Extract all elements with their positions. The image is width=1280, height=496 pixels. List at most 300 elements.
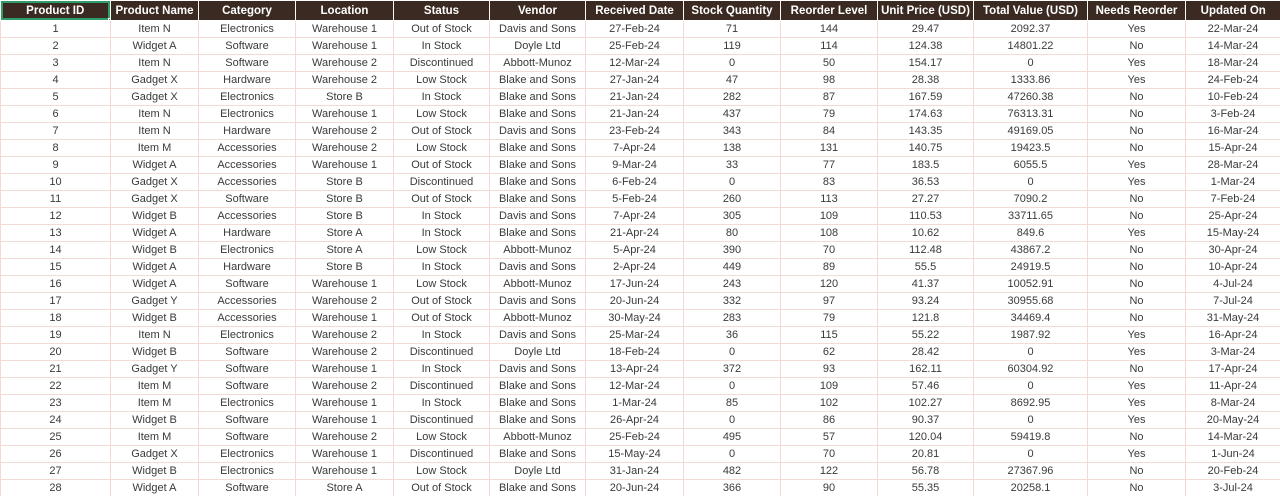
cell[interactable]: 283 xyxy=(684,310,781,327)
cell[interactable]: 0 xyxy=(684,55,781,72)
cell[interactable]: Yes xyxy=(1088,378,1186,395)
cell[interactable]: Abbott-Munoz xyxy=(490,310,586,327)
cell[interactable]: Electronics xyxy=(199,89,296,106)
cell[interactable]: 3 xyxy=(1,55,111,72)
cell[interactable]: Item N xyxy=(111,55,199,72)
cell[interactable]: Warehouse 1 xyxy=(296,361,394,378)
cell[interactable]: Doyle Ltd xyxy=(490,344,586,361)
cell[interactable]: 6 xyxy=(1,106,111,123)
cell[interactable]: 7090.2 xyxy=(974,191,1088,208)
cell[interactable]: 97 xyxy=(781,293,878,310)
cell[interactable]: 167.59 xyxy=(878,89,974,106)
cell[interactable]: Accessories xyxy=(199,140,296,157)
cell[interactable]: 33 xyxy=(684,157,781,174)
cell[interactable]: Electronics xyxy=(199,395,296,412)
column-header-received-date[interactable]: Received Date xyxy=(586,1,684,21)
cell[interactable]: 0 xyxy=(974,412,1088,429)
cell[interactable]: 108 xyxy=(781,225,878,242)
cell[interactable]: 47 xyxy=(684,72,781,89)
cell[interactable]: 14-Mar-24 xyxy=(1186,429,1280,446)
cell[interactable]: Item N xyxy=(111,123,199,140)
cell[interactable]: 98 xyxy=(781,72,878,89)
cell[interactable]: Warehouse 2 xyxy=(296,140,394,157)
cell[interactable]: No xyxy=(1088,480,1186,496)
cell[interactable]: 21 xyxy=(1,361,111,378)
cell[interactable]: 119 xyxy=(684,38,781,55)
cell[interactable]: 849.6 xyxy=(974,225,1088,242)
cell[interactable]: 23 xyxy=(1,395,111,412)
cell[interactable]: Store B xyxy=(296,259,394,276)
cell[interactable]: Software xyxy=(199,55,296,72)
cell[interactable]: 29.47 xyxy=(878,21,974,38)
cell[interactable]: 1-Mar-24 xyxy=(1186,174,1280,191)
cell[interactable]: 16 xyxy=(1,276,111,293)
cell[interactable]: 47260.38 xyxy=(974,89,1088,106)
cell[interactable]: 162.11 xyxy=(878,361,974,378)
cell[interactable]: Davis and Sons xyxy=(490,208,586,225)
cell[interactable]: 1 xyxy=(1,21,111,38)
cell[interactable]: Warehouse 1 xyxy=(296,412,394,429)
cell[interactable]: Abbott-Munoz xyxy=(490,55,586,72)
cell[interactable]: Hardware xyxy=(199,259,296,276)
cell[interactable]: 449 xyxy=(684,259,781,276)
cell[interactable]: 17-Apr-24 xyxy=(1186,361,1280,378)
cell[interactable]: In Stock xyxy=(394,327,490,344)
cell[interactable]: 18-Mar-24 xyxy=(1186,55,1280,72)
cell[interactable]: No xyxy=(1088,242,1186,259)
cell[interactable]: No xyxy=(1088,89,1186,106)
cell[interactable]: 17 xyxy=(1,293,111,310)
cell[interactable]: Software xyxy=(199,429,296,446)
cell[interactable]: 5-Apr-24 xyxy=(586,242,684,259)
cell[interactable]: 25-Apr-24 xyxy=(1186,208,1280,225)
cell[interactable]: 482 xyxy=(684,463,781,480)
column-header-needs-reorder[interactable]: Needs Reorder xyxy=(1088,1,1186,21)
cell[interactable]: Electronics xyxy=(199,446,296,463)
cell[interactable]: Yes xyxy=(1088,344,1186,361)
cell[interactable]: 28 xyxy=(1,480,111,496)
cell[interactable]: 22-Mar-24 xyxy=(1186,21,1280,38)
cell[interactable]: Low Stock xyxy=(394,72,490,89)
cell[interactable]: Item M xyxy=(111,378,199,395)
cell[interactable]: 4-Jul-24 xyxy=(1186,276,1280,293)
cell[interactable]: Davis and Sons xyxy=(490,259,586,276)
cell[interactable]: 102 xyxy=(781,395,878,412)
cell[interactable]: 113 xyxy=(781,191,878,208)
cell[interactable]: Software xyxy=(199,378,296,395)
cell[interactable]: Store A xyxy=(296,242,394,259)
cell[interactable]: 0 xyxy=(684,344,781,361)
cell[interactable]: Hardware xyxy=(199,225,296,242)
cell[interactable]: Widget A xyxy=(111,38,199,55)
cell[interactable]: Yes xyxy=(1088,174,1186,191)
cell[interactable]: 70 xyxy=(781,242,878,259)
cell[interactable]: 1-Jun-24 xyxy=(1186,446,1280,463)
cell[interactable]: 8692.95 xyxy=(974,395,1088,412)
cell[interactable]: 43867.2 xyxy=(974,242,1088,259)
cell[interactable]: 20-Jun-24 xyxy=(586,480,684,496)
cell[interactable]: Store B xyxy=(296,191,394,208)
cell[interactable]: No xyxy=(1088,106,1186,123)
cell[interactable]: 25-Feb-24 xyxy=(586,429,684,446)
cell[interactable]: 20-Feb-24 xyxy=(1186,463,1280,480)
cell[interactable]: Low Stock xyxy=(394,140,490,157)
cell[interactable]: Blake and Sons xyxy=(490,140,586,157)
cell[interactable]: 343 xyxy=(684,123,781,140)
cell[interactable]: 28-Mar-24 xyxy=(1186,157,1280,174)
cell[interactable]: No xyxy=(1088,259,1186,276)
cell[interactable]: Store A xyxy=(296,225,394,242)
cell[interactable]: Hardware xyxy=(199,72,296,89)
cell[interactable]: No xyxy=(1088,191,1186,208)
cell[interactable]: 17-Jun-24 xyxy=(586,276,684,293)
cell[interactable]: Doyle Ltd xyxy=(490,463,586,480)
cell[interactable]: 14-Mar-24 xyxy=(1186,38,1280,55)
cell[interactable]: 25-Mar-24 xyxy=(586,327,684,344)
cell[interactable]: Yes xyxy=(1088,395,1186,412)
cell[interactable]: Electronics xyxy=(199,21,296,38)
cell[interactable]: Yes xyxy=(1088,327,1186,344)
cell[interactable]: 112.48 xyxy=(878,242,974,259)
cell[interactable]: 30-Apr-24 xyxy=(1186,242,1280,259)
cell[interactable]: Warehouse 2 xyxy=(296,327,394,344)
cell[interactable]: Out of Stock xyxy=(394,123,490,140)
cell[interactable]: Blake and Sons xyxy=(490,174,586,191)
cell[interactable]: Item M xyxy=(111,395,199,412)
cell[interactable]: Item M xyxy=(111,140,199,157)
column-header-total-value-usd[interactable]: Total Value (USD) xyxy=(974,1,1088,21)
cell[interactable]: 143.35 xyxy=(878,123,974,140)
cell[interactable]: Blake and Sons xyxy=(490,89,586,106)
cell[interactable]: Warehouse 2 xyxy=(296,378,394,395)
cell[interactable]: 8-Mar-24 xyxy=(1186,395,1280,412)
cell[interactable]: 10.62 xyxy=(878,225,974,242)
cell[interactable]: Gadget Y xyxy=(111,293,199,310)
cell[interactable]: 120 xyxy=(781,276,878,293)
column-header-stock-quantity[interactable]: Stock Quantity xyxy=(684,1,781,21)
cell[interactable]: Gadget X xyxy=(111,89,199,106)
cell[interactable]: 57 xyxy=(781,429,878,446)
cell[interactable]: 154.17 xyxy=(878,55,974,72)
cell[interactable]: Warehouse 2 xyxy=(296,123,394,140)
column-header-product-name[interactable]: Product Name xyxy=(111,1,199,21)
cell[interactable]: 18-Feb-24 xyxy=(586,344,684,361)
cell[interactable]: 89 xyxy=(781,259,878,276)
cell[interactable]: 27-Jan-24 xyxy=(586,72,684,89)
cell[interactable]: 85 xyxy=(684,395,781,412)
cell[interactable]: Blake and Sons xyxy=(490,72,586,89)
cell[interactable]: 115 xyxy=(781,327,878,344)
cell[interactable]: 5 xyxy=(1,89,111,106)
column-header-updated-on[interactable]: Updated On xyxy=(1186,1,1280,21)
cell[interactable]: 30955.68 xyxy=(974,293,1088,310)
cell[interactable]: 13 xyxy=(1,225,111,242)
cell[interactable]: Software xyxy=(199,412,296,429)
cell[interactable]: 121.8 xyxy=(878,310,974,327)
cell[interactable]: 124.38 xyxy=(878,38,974,55)
cell[interactable]: Warehouse 1 xyxy=(296,463,394,480)
cell[interactable]: Yes xyxy=(1088,21,1186,38)
cell[interactable]: Blake and Sons xyxy=(490,225,586,242)
cell[interactable]: 34469.4 xyxy=(974,310,1088,327)
cell[interactable]: Warehouse 1 xyxy=(296,395,394,412)
cell[interactable]: Accessories xyxy=(199,293,296,310)
cell[interactable]: Discontinued xyxy=(394,446,490,463)
cell[interactable]: 26-Apr-24 xyxy=(586,412,684,429)
cell[interactable]: Gadget X xyxy=(111,446,199,463)
cell[interactable]: 24919.5 xyxy=(974,259,1088,276)
cell[interactable]: 36 xyxy=(684,327,781,344)
cell[interactable]: Store A xyxy=(296,480,394,496)
cell[interactable]: 174.63 xyxy=(878,106,974,123)
cell[interactable]: 55.35 xyxy=(878,480,974,496)
cell[interactable]: Abbott-Munoz xyxy=(490,429,586,446)
cell[interactable]: 11 xyxy=(1,191,111,208)
cell[interactable]: 86 xyxy=(781,412,878,429)
cell[interactable]: Davis and Sons xyxy=(490,361,586,378)
cell[interactable]: Blake and Sons xyxy=(490,378,586,395)
cell[interactable]: Yes xyxy=(1088,72,1186,89)
cell[interactable]: 0 xyxy=(974,378,1088,395)
cell[interactable]: Davis and Sons xyxy=(490,293,586,310)
cell[interactable]: 28.38 xyxy=(878,72,974,89)
cell[interactable]: In Stock xyxy=(394,208,490,225)
cell[interactable]: 7 xyxy=(1,123,111,140)
cell[interactable]: 55.5 xyxy=(878,259,974,276)
cell[interactable]: Widget B xyxy=(111,310,199,327)
cell[interactable]: 20-May-24 xyxy=(1186,412,1280,429)
cell[interactable]: Software xyxy=(199,361,296,378)
cell[interactable]: In Stock xyxy=(394,395,490,412)
cell[interactable]: Warehouse 2 xyxy=(296,55,394,72)
column-header-status[interactable]: Status xyxy=(394,1,490,21)
cell[interactable]: 366 xyxy=(684,480,781,496)
cell[interactable]: 33711.65 xyxy=(974,208,1088,225)
cell[interactable]: Widget A xyxy=(111,157,199,174)
cell[interactable]: 3-Mar-24 xyxy=(1186,344,1280,361)
cell[interactable]: No xyxy=(1088,429,1186,446)
cell[interactable]: 4 xyxy=(1,72,111,89)
cell[interactable]: 21-Jan-24 xyxy=(586,89,684,106)
cell[interactable]: 7-Apr-24 xyxy=(586,208,684,225)
cell[interactable]: In Stock xyxy=(394,361,490,378)
cell[interactable]: 183.5 xyxy=(878,157,974,174)
cell[interactable]: Item M xyxy=(111,429,199,446)
column-header-vendor[interactable]: Vendor xyxy=(490,1,586,21)
cell[interactable]: 57.46 xyxy=(878,378,974,395)
cell[interactable]: Software xyxy=(199,276,296,293)
cell[interactable]: 12-Mar-24 xyxy=(586,378,684,395)
cell[interactable]: Discontinued xyxy=(394,55,490,72)
cell[interactable]: 0 xyxy=(974,55,1088,72)
cell[interactable]: 59419.8 xyxy=(974,429,1088,446)
cell[interactable]: 131 xyxy=(781,140,878,157)
cell[interactable]: Widget A xyxy=(111,480,199,496)
cell[interactable]: Abbott-Munoz xyxy=(490,242,586,259)
cell[interactable]: Blake and Sons xyxy=(490,191,586,208)
cell[interactable]: Low Stock xyxy=(394,106,490,123)
cell[interactable]: 14801.22 xyxy=(974,38,1088,55)
cell[interactable]: No xyxy=(1088,293,1186,310)
cell[interactable]: 31-Jan-24 xyxy=(586,463,684,480)
cell[interactable]: 79 xyxy=(781,310,878,327)
cell[interactable]: 16-Mar-24 xyxy=(1186,123,1280,140)
cell[interactable]: 14 xyxy=(1,242,111,259)
cell[interactable]: Warehouse 1 xyxy=(296,21,394,38)
cell[interactable]: Widget B xyxy=(111,208,199,225)
cell[interactable]: Blake and Sons xyxy=(490,157,586,174)
cell[interactable]: 36.53 xyxy=(878,174,974,191)
cell[interactable]: Widget B xyxy=(111,412,199,429)
cell[interactable]: 495 xyxy=(684,429,781,446)
cell[interactable]: 1333.86 xyxy=(974,72,1088,89)
cell[interactable]: 19423.5 xyxy=(974,140,1088,157)
cell[interactable]: 282 xyxy=(684,89,781,106)
cell[interactable]: 0 xyxy=(974,174,1088,191)
cell[interactable]: 6055.5 xyxy=(974,157,1088,174)
cell[interactable]: Widget A xyxy=(111,259,199,276)
cell[interactable]: Hardware xyxy=(199,123,296,140)
cell[interactable]: 18 xyxy=(1,310,111,327)
cell[interactable]: Item N xyxy=(111,106,199,123)
cell[interactable]: Yes xyxy=(1088,157,1186,174)
cell[interactable]: Warehouse 2 xyxy=(296,429,394,446)
cell[interactable]: 62 xyxy=(781,344,878,361)
cell[interactable]: Yes xyxy=(1088,55,1186,72)
cell[interactable]: 390 xyxy=(684,242,781,259)
cell[interactable]: 84 xyxy=(781,123,878,140)
cell[interactable]: Low Stock xyxy=(394,463,490,480)
cell[interactable]: 2092.37 xyxy=(974,21,1088,38)
cell[interactable]: Warehouse 1 xyxy=(296,38,394,55)
cell[interactable]: No xyxy=(1088,276,1186,293)
cell[interactable]: 25 xyxy=(1,429,111,446)
cell[interactable]: 90.37 xyxy=(878,412,974,429)
cell[interactable]: Low Stock xyxy=(394,429,490,446)
cell[interactable]: Software xyxy=(199,480,296,496)
cell[interactable]: Warehouse 1 xyxy=(296,157,394,174)
cell[interactable]: Software xyxy=(199,38,296,55)
cell[interactable]: Out of Stock xyxy=(394,310,490,327)
cell[interactable]: 25-Feb-24 xyxy=(586,38,684,55)
cell[interactable]: 50 xyxy=(781,55,878,72)
cell[interactable]: 20.81 xyxy=(878,446,974,463)
cell[interactable]: 21-Jan-24 xyxy=(586,106,684,123)
cell[interactable]: Blake and Sons xyxy=(490,395,586,412)
cell[interactable]: 21-Apr-24 xyxy=(586,225,684,242)
cell[interactable]: 0 xyxy=(684,378,781,395)
cell[interactable]: 3-Feb-24 xyxy=(1186,106,1280,123)
cell[interactable]: Doyle Ltd xyxy=(490,38,586,55)
cell[interactable]: 0 xyxy=(974,344,1088,361)
cell[interactable]: Warehouse 1 xyxy=(296,310,394,327)
cell[interactable]: Store B xyxy=(296,208,394,225)
cell[interactable]: 6-Feb-24 xyxy=(586,174,684,191)
cell[interactable]: 305 xyxy=(684,208,781,225)
cell[interactable]: 20-Jun-24 xyxy=(586,293,684,310)
cell[interactable]: Davis and Sons xyxy=(490,123,586,140)
cell[interactable]: 26 xyxy=(1,446,111,463)
cell[interactable]: 49169.05 xyxy=(974,123,1088,140)
cell[interactable]: Blake and Sons xyxy=(490,412,586,429)
cell[interactable]: 332 xyxy=(684,293,781,310)
cell[interactable]: 102.27 xyxy=(878,395,974,412)
cell[interactable]: 9-Mar-24 xyxy=(586,157,684,174)
cell[interactable]: 10-Apr-24 xyxy=(1186,259,1280,276)
cell[interactable]: 0 xyxy=(684,412,781,429)
cell[interactable]: Out of Stock xyxy=(394,480,490,496)
cell[interactable]: 22 xyxy=(1,378,111,395)
cell[interactable]: 1-Mar-24 xyxy=(586,395,684,412)
cell[interactable]: No xyxy=(1088,463,1186,480)
cell[interactable]: Gadget X xyxy=(111,174,199,191)
cell[interactable]: Blake and Sons xyxy=(490,446,586,463)
cell[interactable]: 90 xyxy=(781,480,878,496)
cell[interactable]: 15 xyxy=(1,259,111,276)
cell[interactable]: Gadget X xyxy=(111,191,199,208)
cell[interactable]: Discontinued xyxy=(394,378,490,395)
column-header-reorder-level[interactable]: Reorder Level xyxy=(781,1,878,21)
cell[interactable]: In Stock xyxy=(394,89,490,106)
cell[interactable]: Out of Stock xyxy=(394,191,490,208)
cell[interactable]: Widget B xyxy=(111,463,199,480)
cell[interactable]: 12 xyxy=(1,208,111,225)
cell[interactable]: Warehouse 1 xyxy=(296,106,394,123)
cell[interactable]: 27.27 xyxy=(878,191,974,208)
cell[interactable]: 71 xyxy=(684,21,781,38)
cell[interactable]: Gadget Y xyxy=(111,361,199,378)
column-header-category[interactable]: Category xyxy=(199,1,296,21)
cell[interactable]: Software xyxy=(199,344,296,361)
cell[interactable]: Low Stock xyxy=(394,276,490,293)
cell[interactable]: Electronics xyxy=(199,463,296,480)
cell[interactable]: Discontinued xyxy=(394,412,490,429)
cell[interactable]: 27-Feb-24 xyxy=(586,21,684,38)
cell[interactable]: 11-Apr-24 xyxy=(1186,378,1280,395)
cell[interactable]: Yes xyxy=(1088,446,1186,463)
cell[interactable]: 2-Apr-24 xyxy=(586,259,684,276)
cell[interactable]: Warehouse 1 xyxy=(296,276,394,293)
cell[interactable]: 437 xyxy=(684,106,781,123)
cell[interactable]: Gadget X xyxy=(111,72,199,89)
column-header-location[interactable]: Location xyxy=(296,1,394,21)
column-header-unit-price-usd[interactable]: Unit Price (USD) xyxy=(878,1,974,21)
cell[interactable]: 0 xyxy=(684,446,781,463)
cell[interactable]: No xyxy=(1088,310,1186,327)
cell[interactable]: 20 xyxy=(1,344,111,361)
cell[interactable]: Item N xyxy=(111,327,199,344)
cell[interactable]: 8 xyxy=(1,140,111,157)
cell[interactable]: Low Stock xyxy=(394,242,490,259)
cell[interactable]: 0 xyxy=(974,446,1088,463)
cell[interactable]: Widget A xyxy=(111,276,199,293)
cell[interactable]: Widget B xyxy=(111,344,199,361)
cell[interactable]: 109 xyxy=(781,378,878,395)
cell[interactable]: No xyxy=(1088,140,1186,157)
cell[interactable]: 83 xyxy=(781,174,878,191)
cell[interactable]: Accessories xyxy=(199,310,296,327)
cell[interactable]: No xyxy=(1088,361,1186,378)
cell[interactable]: In Stock xyxy=(394,225,490,242)
cell[interactable]: Warehouse 2 xyxy=(296,72,394,89)
cell[interactable]: 31-May-24 xyxy=(1186,310,1280,327)
cell[interactable]: 55.22 xyxy=(878,327,974,344)
cell[interactable]: Davis and Sons xyxy=(490,21,586,38)
cell[interactable]: Software xyxy=(199,191,296,208)
cell[interactable]: Davis and Sons xyxy=(490,327,586,344)
cell[interactable]: 122 xyxy=(781,463,878,480)
cell[interactable]: Warehouse 2 xyxy=(296,344,394,361)
